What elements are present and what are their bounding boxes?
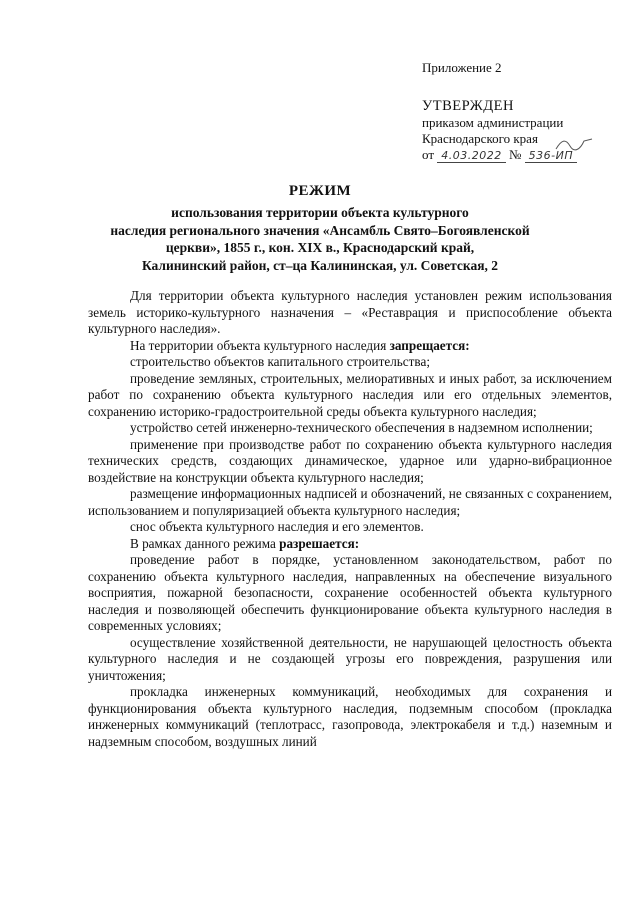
prohibited-heading-text: На территории объекта культурного наследия — [130, 337, 390, 353]
approval-authority-line: приказом администрации — [422, 115, 564, 130]
document-title: РЕЖИМ — [288, 183, 352, 199]
number-sign: № — [509, 147, 522, 162]
title-line-3: церкви», 1855 г., кон. XIX в., Краснодарский край, — [165, 240, 475, 255]
approval-date-number-line — [422, 147, 632, 164]
allowed-heading-text: В рамках данного режима — [130, 535, 280, 551]
prohibited-item-5: размещение информационных надписей и обозначений, не связанных с сохранением, использованием и популяризацией объекта культурного наследия; — [88, 486, 612, 518]
title-line-4: Калининский район, ст–ца Калининская, ул. Советская, 2 — [141, 257, 499, 273]
title-line-1: использования территории объекта культурного — [171, 205, 469, 220]
allowed-item-2: осуществление хозяйственной деятельности, не нарушающей целостность объекта культурного наследия и не создающей угрозы его повреждения, разрушения или уничтожения; — [88, 634, 612, 683]
approval-block — [422, 60, 632, 164]
approval-date: 4.03.2022 — [437, 149, 505, 163]
approved-stamp-heading: УТВЕРЖДЕН — [422, 98, 514, 114]
title-line-2: наследия регионального значения «Ансамбль Свято–Богоявленской — [110, 222, 530, 238]
prohibited-heading — [88, 338, 612, 355]
allowed-item-3: прокладка инженерных коммуникаций, необходимых для сохранения и функционирования объекта культурного наследия, подземным способом (прокладка инженерных коммуникаций (теплотрасс, газопровода, электрокабеля и т.д.) наземным и надземным способом, воздушных линий — [88, 684, 612, 749]
approval-number: 536-ИП — [525, 149, 577, 163]
prohibited-item-3: устройство сетей инженерно-технического обеспечения в надземном исполнении; — [130, 420, 593, 435]
from-label: от — [422, 147, 435, 162]
intro-paragraph: Для территории объекта культурного наследия установлен режим использования земель историко-культурного назначения – «Реставрация и приспособление объекта культурного наследия». — [88, 288, 612, 336]
prohibited-item-4: применение при производстве работ по сохранению объекта культурного наследия технических средств, создающих динамическое, ударное или ударно-вибрационное воздействие на конструкции объекта культурного наследия; — [88, 436, 612, 485]
signature-scribble — [554, 137, 594, 151]
document-body — [88, 288, 612, 750]
prohibited-item-2: проведение земляных, строительных, мелиоративных и иных работ, за исключением работ по сохранению объекта культурного наследия или его отдельных элементов, сохранению историко-градостроительной среды объекта культурного наследия; — [88, 370, 612, 419]
document-title-block — [0, 183, 640, 274]
allowed-item-1: проведение работ в порядке, установленном законодательством, работ по сохранению объекта культурного наследия, направленных на обеспечение визуального восприятия, пожарной безопасности, сохранение особенностей объекта культурного наследия и позволяющей обеспечить функционирование объекта культурного наследия в современных условиях; — [88, 552, 612, 633]
allowed-heading — [88, 536, 612, 553]
allowed-keyword: разрешается: — [279, 535, 360, 551]
prohibited-item-1: строительство объектов капитального строительства; — [130, 354, 430, 369]
prohibited-item-6: снос объекта культурного наследия и его элементов. — [130, 519, 424, 534]
appendix-number: Приложение 2 — [422, 60, 502, 75]
prohibited-keyword: запрещается: — [389, 337, 470, 353]
approval-region-line: Краснодарского края — [422, 131, 538, 146]
